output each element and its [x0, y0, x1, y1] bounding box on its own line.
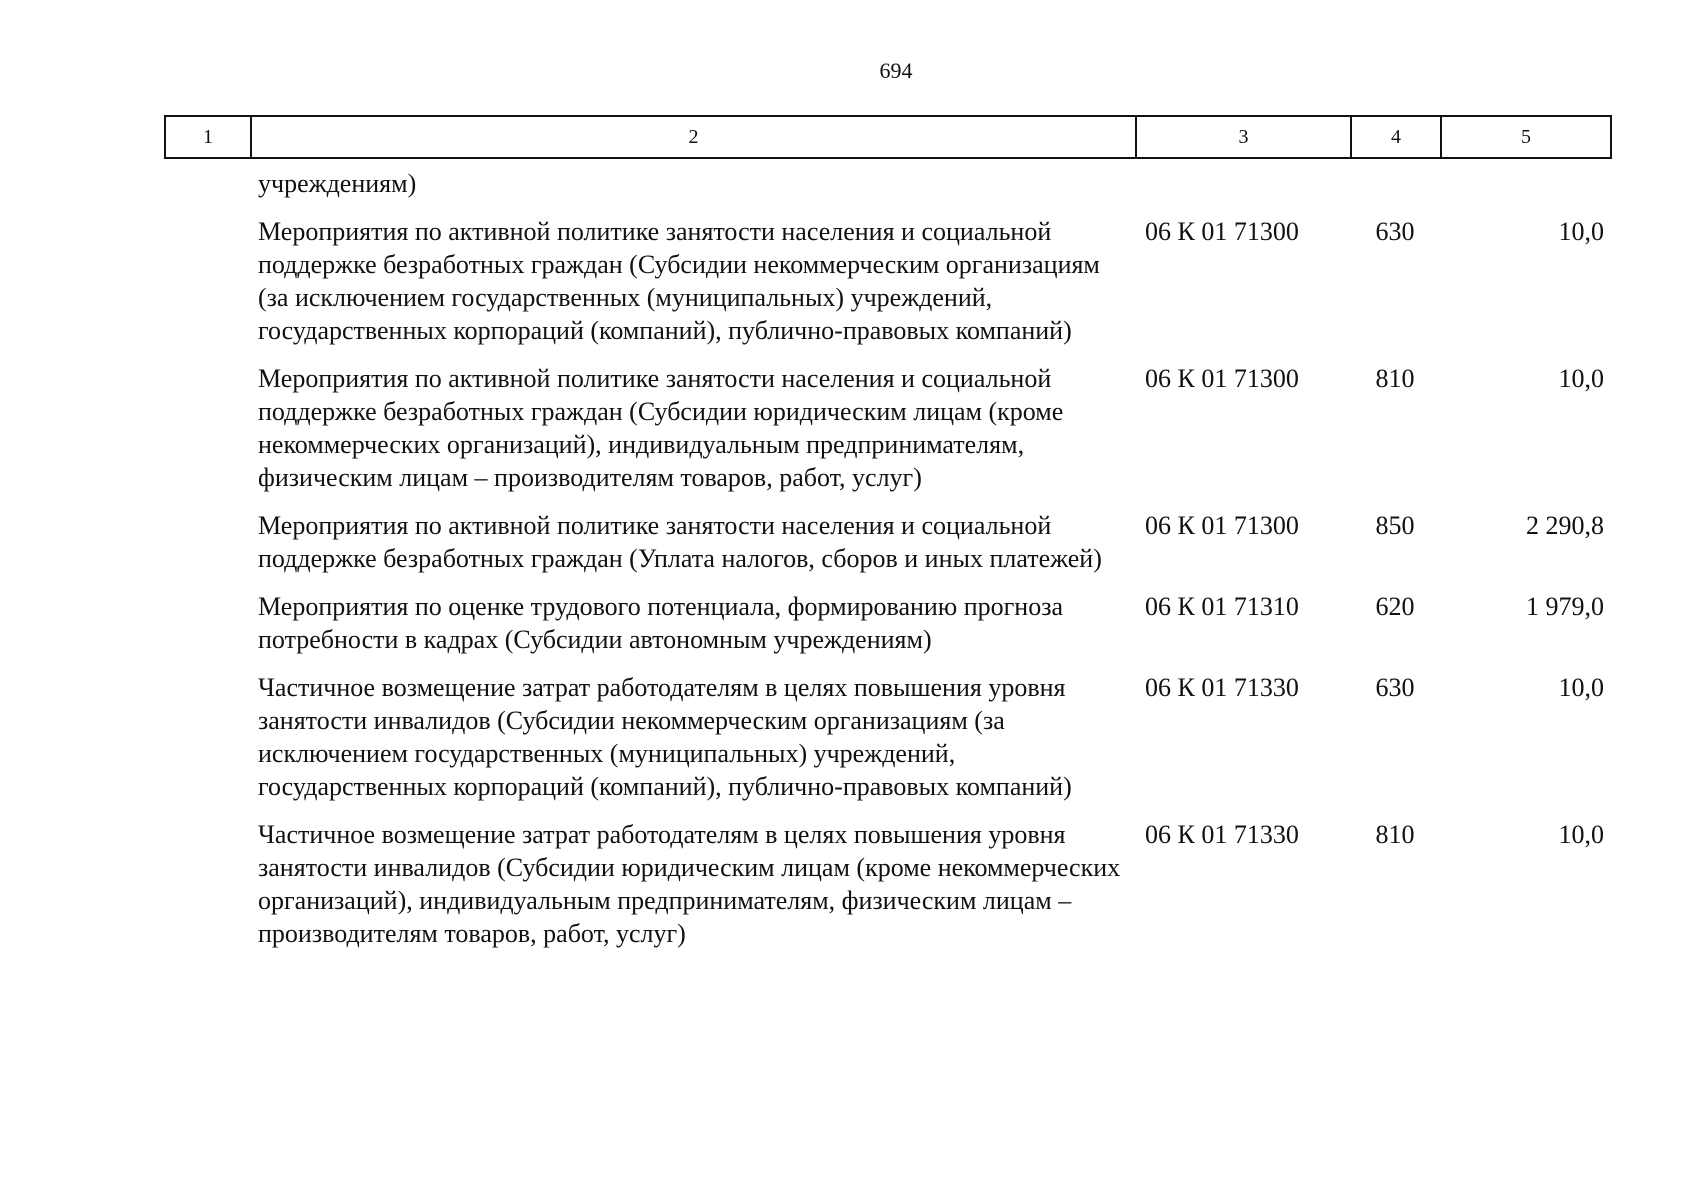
row-type: 630 — [1375, 673, 1415, 702]
row-code — [1135, 167, 1350, 200]
header-col-2: 2 — [252, 117, 1137, 157]
row-amount: 2 290,8 — [1526, 511, 1604, 540]
row-description: Частичное возмещение затрат работодателям в целях повышения уровня занятости инвалидов (Субсидии юридическим лицам (кроме некоммерческих организаций), индивидуальным предпринимателям, физическим лицам – производителям товаров, работ, услуг) — [258, 820, 1121, 948]
table-row — [164, 590, 1612, 656]
row-description: учреждениям) — [258, 169, 417, 198]
row-type: 630 — [1375, 217, 1415, 246]
row-description: Мероприятия по активной политике занятости населения и социальной поддержке безработных граждан (Уплата налогов, сборов и иных платежей) — [258, 511, 1102, 573]
row-code: 06 К 01 71300 — [1145, 364, 1299, 393]
row-type — [1350, 167, 1440, 200]
row-code: 06 К 01 71330 — [1145, 673, 1299, 702]
row-description: Мероприятия по активной политике занятости населения и социальной поддержке безработных граждан (Субсидии некоммерческим организациям (за исключением государственных (муниципальных) учреждений, государственных корпораций (компаний), публично-правовых компаний) — [258, 217, 1100, 345]
row-type: 810 — [1375, 364, 1415, 393]
row-amount: 10,0 — [1558, 217, 1604, 246]
row-code: 06 К 01 71300 — [1145, 511, 1299, 540]
table-row — [164, 215, 1612, 347]
header-col-1: 1 — [166, 117, 252, 157]
row-type: 620 — [1375, 592, 1415, 621]
row-description: Мероприятия по активной политике занятости населения и социальной поддержке безработных граждан (Субсидии юридическим лицам (кроме некоммерческих организаций), индивидуальным предпринимателям, физическим лицам – производителям товаров, работ, услуг) — [258, 364, 1064, 492]
row-description: Мероприятия по оценке трудового потенциала, формированию прогноза потребности в кадрах (Субсидии автономным учреждениям) — [258, 592, 1064, 654]
header-col-5: 5 — [1521, 125, 1531, 148]
row-code: 06 К 01 71310 — [1145, 592, 1299, 621]
table-row — [164, 671, 1612, 803]
row-code: 06 К 01 71330 — [1145, 820, 1299, 849]
row-amount — [1440, 167, 1612, 200]
header-col-3: 3 — [1137, 117, 1352, 157]
table-header — [164, 115, 1612, 159]
table-row — [164, 362, 1612, 494]
row-amount: 1 979,0 — [1526, 592, 1604, 621]
row-code: 06 К 01 71300 — [1145, 217, 1299, 246]
row-amount: 10,0 — [1558, 673, 1604, 702]
row-type: 810 — [1375, 820, 1415, 849]
table-row — [164, 509, 1612, 575]
table-row — [164, 167, 1612, 200]
row-amount: 10,0 — [1558, 364, 1604, 393]
row-type: 850 — [1375, 511, 1415, 540]
row-description: Частичное возмещение затрат работодателям в целях повышения уровня занятости инвалидов (Субсидии некоммерческим организациям (за исключением государственных (муниципальных) учреждений, государственных корпораций (компаний), публично-правовых компаний) — [258, 673, 1072, 801]
row-amount: 10,0 — [1558, 820, 1604, 849]
table-row — [164, 818, 1612, 950]
header-col-4: 4 — [1352, 117, 1442, 157]
table-body — [164, 167, 1612, 950]
page-number: 694 — [879, 58, 913, 83]
